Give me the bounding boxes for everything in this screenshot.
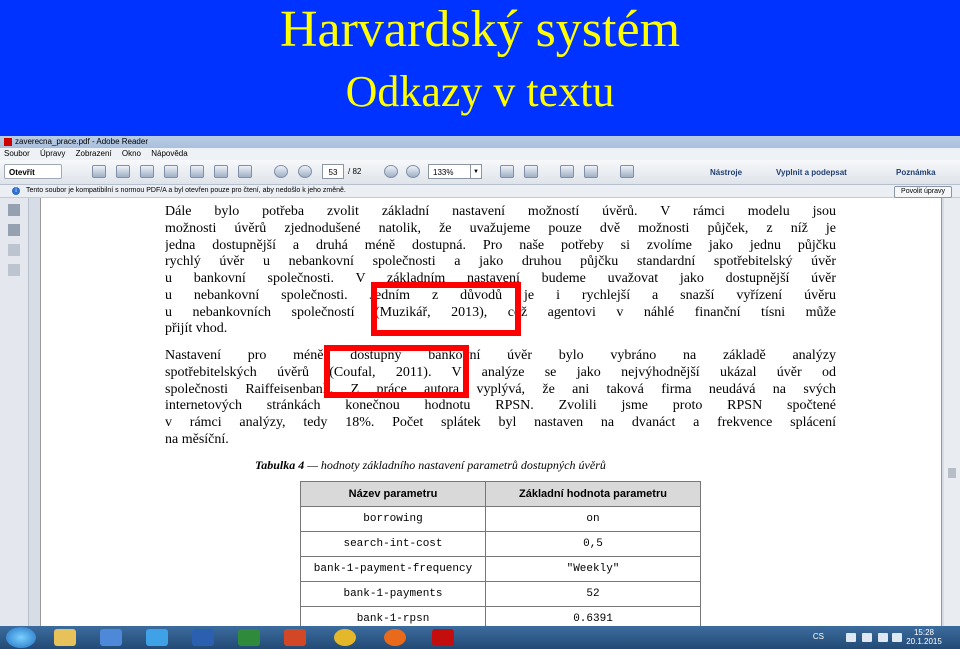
caption-text: — hodnoty základního nastavení parametrů dostupných úvěrů (304, 458, 606, 472)
table-cell: 0,5 (486, 532, 701, 557)
text-line: v rámci analýzy, tedy 18%. Počet splátek byl nastaven na dvanáct a frekvence splácení (165, 415, 836, 430)
language-indicator[interactable]: CS (812, 632, 824, 641)
info-icon: i (12, 187, 20, 195)
citation-highlight-box (371, 282, 521, 336)
powerpoint-icon[interactable] (284, 629, 306, 646)
save-icon[interactable] (190, 165, 204, 178)
text-line: Dále bylo potřeba zvolit základní nastavení možností úvěrů. V rámci modelu jsou (165, 204, 836, 219)
internet-explorer-icon[interactable] (146, 629, 168, 646)
table-cell: "Weekly" (486, 557, 701, 582)
adobe-reader-icon[interactable] (432, 629, 454, 646)
page-thumbnails-icon[interactable] (8, 204, 20, 216)
zoom-value: 133% (433, 168, 454, 177)
print-icon[interactable] (214, 165, 228, 178)
table-caption (255, 458, 606, 473)
scrollbar-thumb[interactable] (948, 468, 956, 478)
text-line: společnosti Raiffeisenbank. Z práce autora vyplývá, že ani taková firma neudává na svých (165, 381, 836, 397)
navigation-panel (0, 198, 29, 626)
window-titlebar (0, 136, 960, 148)
mail-icon[interactable] (238, 165, 252, 178)
table-cell: borrowing (301, 507, 486, 532)
text-line: na měsíční. (165, 431, 229, 447)
column-header: Název parametru (301, 482, 486, 507)
menu-bar (0, 148, 960, 160)
text-line: u nebankovních společností (Muzikář, 2013), což agentovi v náhlé finanční tísni může (165, 304, 836, 320)
zoom-select[interactable] (428, 164, 482, 179)
menu-window[interactable]: Okno (121, 149, 141, 158)
word-icon[interactable] (192, 629, 214, 646)
adobe-reader-icon (4, 138, 12, 146)
page-number-input[interactable]: 53 (322, 164, 344, 179)
menu-edit[interactable]: Úpravy (40, 149, 66, 158)
table-header-row (301, 482, 701, 507)
create-pdf-icon[interactable] (92, 165, 106, 178)
page-down-icon[interactable] (298, 165, 312, 178)
arrow-up-icon[interactable] (862, 633, 872, 642)
citation-highlight-box (324, 345, 469, 398)
flag-icon[interactable] (846, 633, 856, 642)
slide-subtitle: Odkazy v textu (345, 67, 615, 116)
table-cell: 52 (486, 582, 701, 607)
table-cell: bank-1-rpsn (301, 607, 486, 632)
info-message: Tento soubor je kompatibilní s normou PDF/A a byl otevřen pouze pro čtení, aby nedošlo k jeho změně. (26, 187, 346, 194)
table-row (301, 507, 701, 532)
text-line: internetových stránkách konečnou hodnotu RPSN. Zvolili jsme proto RPSN spočtené (165, 398, 836, 414)
caption-label: Tabulka 4 (255, 458, 305, 472)
chrome-icon[interactable] (334, 629, 356, 646)
email-icon[interactable] (140, 165, 154, 178)
slide-title: Harvardský systém (279, 1, 681, 58)
menu-help[interactable]: Nápověda (151, 149, 188, 158)
windows-taskbar (0, 626, 960, 649)
slide-title-bar (0, 0, 960, 136)
column-header: Základní hodnota parametru (486, 482, 701, 507)
explorer-icon[interactable] (54, 629, 76, 646)
parameters-table (300, 481, 701, 632)
tools-pane-button[interactable]: Nástroje (710, 168, 743, 177)
text-line: Nastavení pro méně dostupný bankovní úvěr bylo vybráno na základě analýzy (165, 348, 836, 363)
comment-icon[interactable] (560, 165, 574, 178)
fit-width-icon[interactable] (500, 165, 514, 178)
chevron-down-icon[interactable]: ▼ (470, 165, 481, 178)
pdfa-info-bar (0, 185, 960, 198)
signatures-icon[interactable] (8, 264, 20, 276)
text-line: u nebankovní společnosti. Jedním z důvodů je i rychlejší a snazší vyřízení úvěru (165, 287, 836, 303)
vertical-scrollbar[interactable] (944, 198, 960, 626)
main-toolbar (0, 160, 960, 185)
attachments-icon[interactable] (8, 244, 20, 256)
zoom-in-icon[interactable] (406, 165, 420, 178)
fit-page-icon[interactable] (524, 165, 538, 178)
menu-view[interactable]: Zobrazení (75, 149, 112, 158)
open-button[interactable]: Otevřít (4, 164, 62, 179)
fill-sign-pane-button[interactable]: Vyplnit a podepsat (776, 168, 847, 177)
firefox-icon[interactable] (384, 629, 406, 646)
paragraph-2 (165, 348, 836, 449)
table-cell: on (486, 507, 701, 532)
comment-pane-button[interactable]: Poznámka (896, 168, 936, 177)
text-line: spotřebitelských úvěrů (Coufal, 2011). V analýze se jako nejvýhodnější ukázal úvěr od (165, 364, 836, 380)
text-line: rychlý úvěr u nebankovní společnosti a jako druhou půjčku standardní spotřebitelský úvěr (165, 254, 836, 270)
table-cell: bank-1-payment-frequency (301, 557, 486, 582)
start-button[interactable] (6, 627, 36, 648)
system-clock[interactable] (904, 628, 944, 646)
menu-file[interactable]: Soubor (4, 149, 30, 158)
table-cell: 0.6391 (486, 607, 701, 632)
bookmarks-icon[interactable] (8, 224, 20, 236)
media-player-icon[interactable] (100, 629, 122, 646)
text-line: jedna dostupnější a druhá méně dostupná. Pro naše potřeby si zvolíme jako jednu půjčku (165, 237, 836, 253)
table-row (301, 582, 701, 607)
table-cell: bank-1-payments (301, 582, 486, 607)
sign-icon[interactable] (620, 165, 634, 178)
text-line: možnosti úvěrů zjednodušené natolik, že uvažujeme pouze dvě možnosti půjček, z níž je (165, 220, 836, 236)
clock-date: 20.1.2015 (906, 637, 942, 646)
table-row (301, 532, 701, 557)
enable-editing-button[interactable]: Povolit úpravy (894, 186, 952, 198)
zoom-out-icon[interactable] (384, 165, 398, 178)
table-cell: search-int-cost (301, 532, 486, 557)
upload-icon[interactable] (164, 165, 178, 178)
table-row (301, 557, 701, 582)
text-line: přijít vhod. (165, 321, 228, 337)
highlight-icon[interactable] (584, 165, 598, 178)
clock-time: 15:28 (913, 628, 935, 637)
network-icon[interactable] (878, 633, 888, 642)
volume-icon[interactable] (892, 633, 902, 642)
text-line: u bankovní společnosti. V základním nastavení budeme uvažovat jako dostupnější úvěr (165, 271, 836, 286)
page-count: / 82 (348, 167, 362, 176)
page-up-icon[interactable] (274, 165, 288, 178)
excel-icon[interactable] (238, 629, 260, 646)
window-title: zaverecna_prace.pdf - Adobe Reader (15, 137, 148, 146)
print-icon[interactable] (116, 165, 130, 178)
